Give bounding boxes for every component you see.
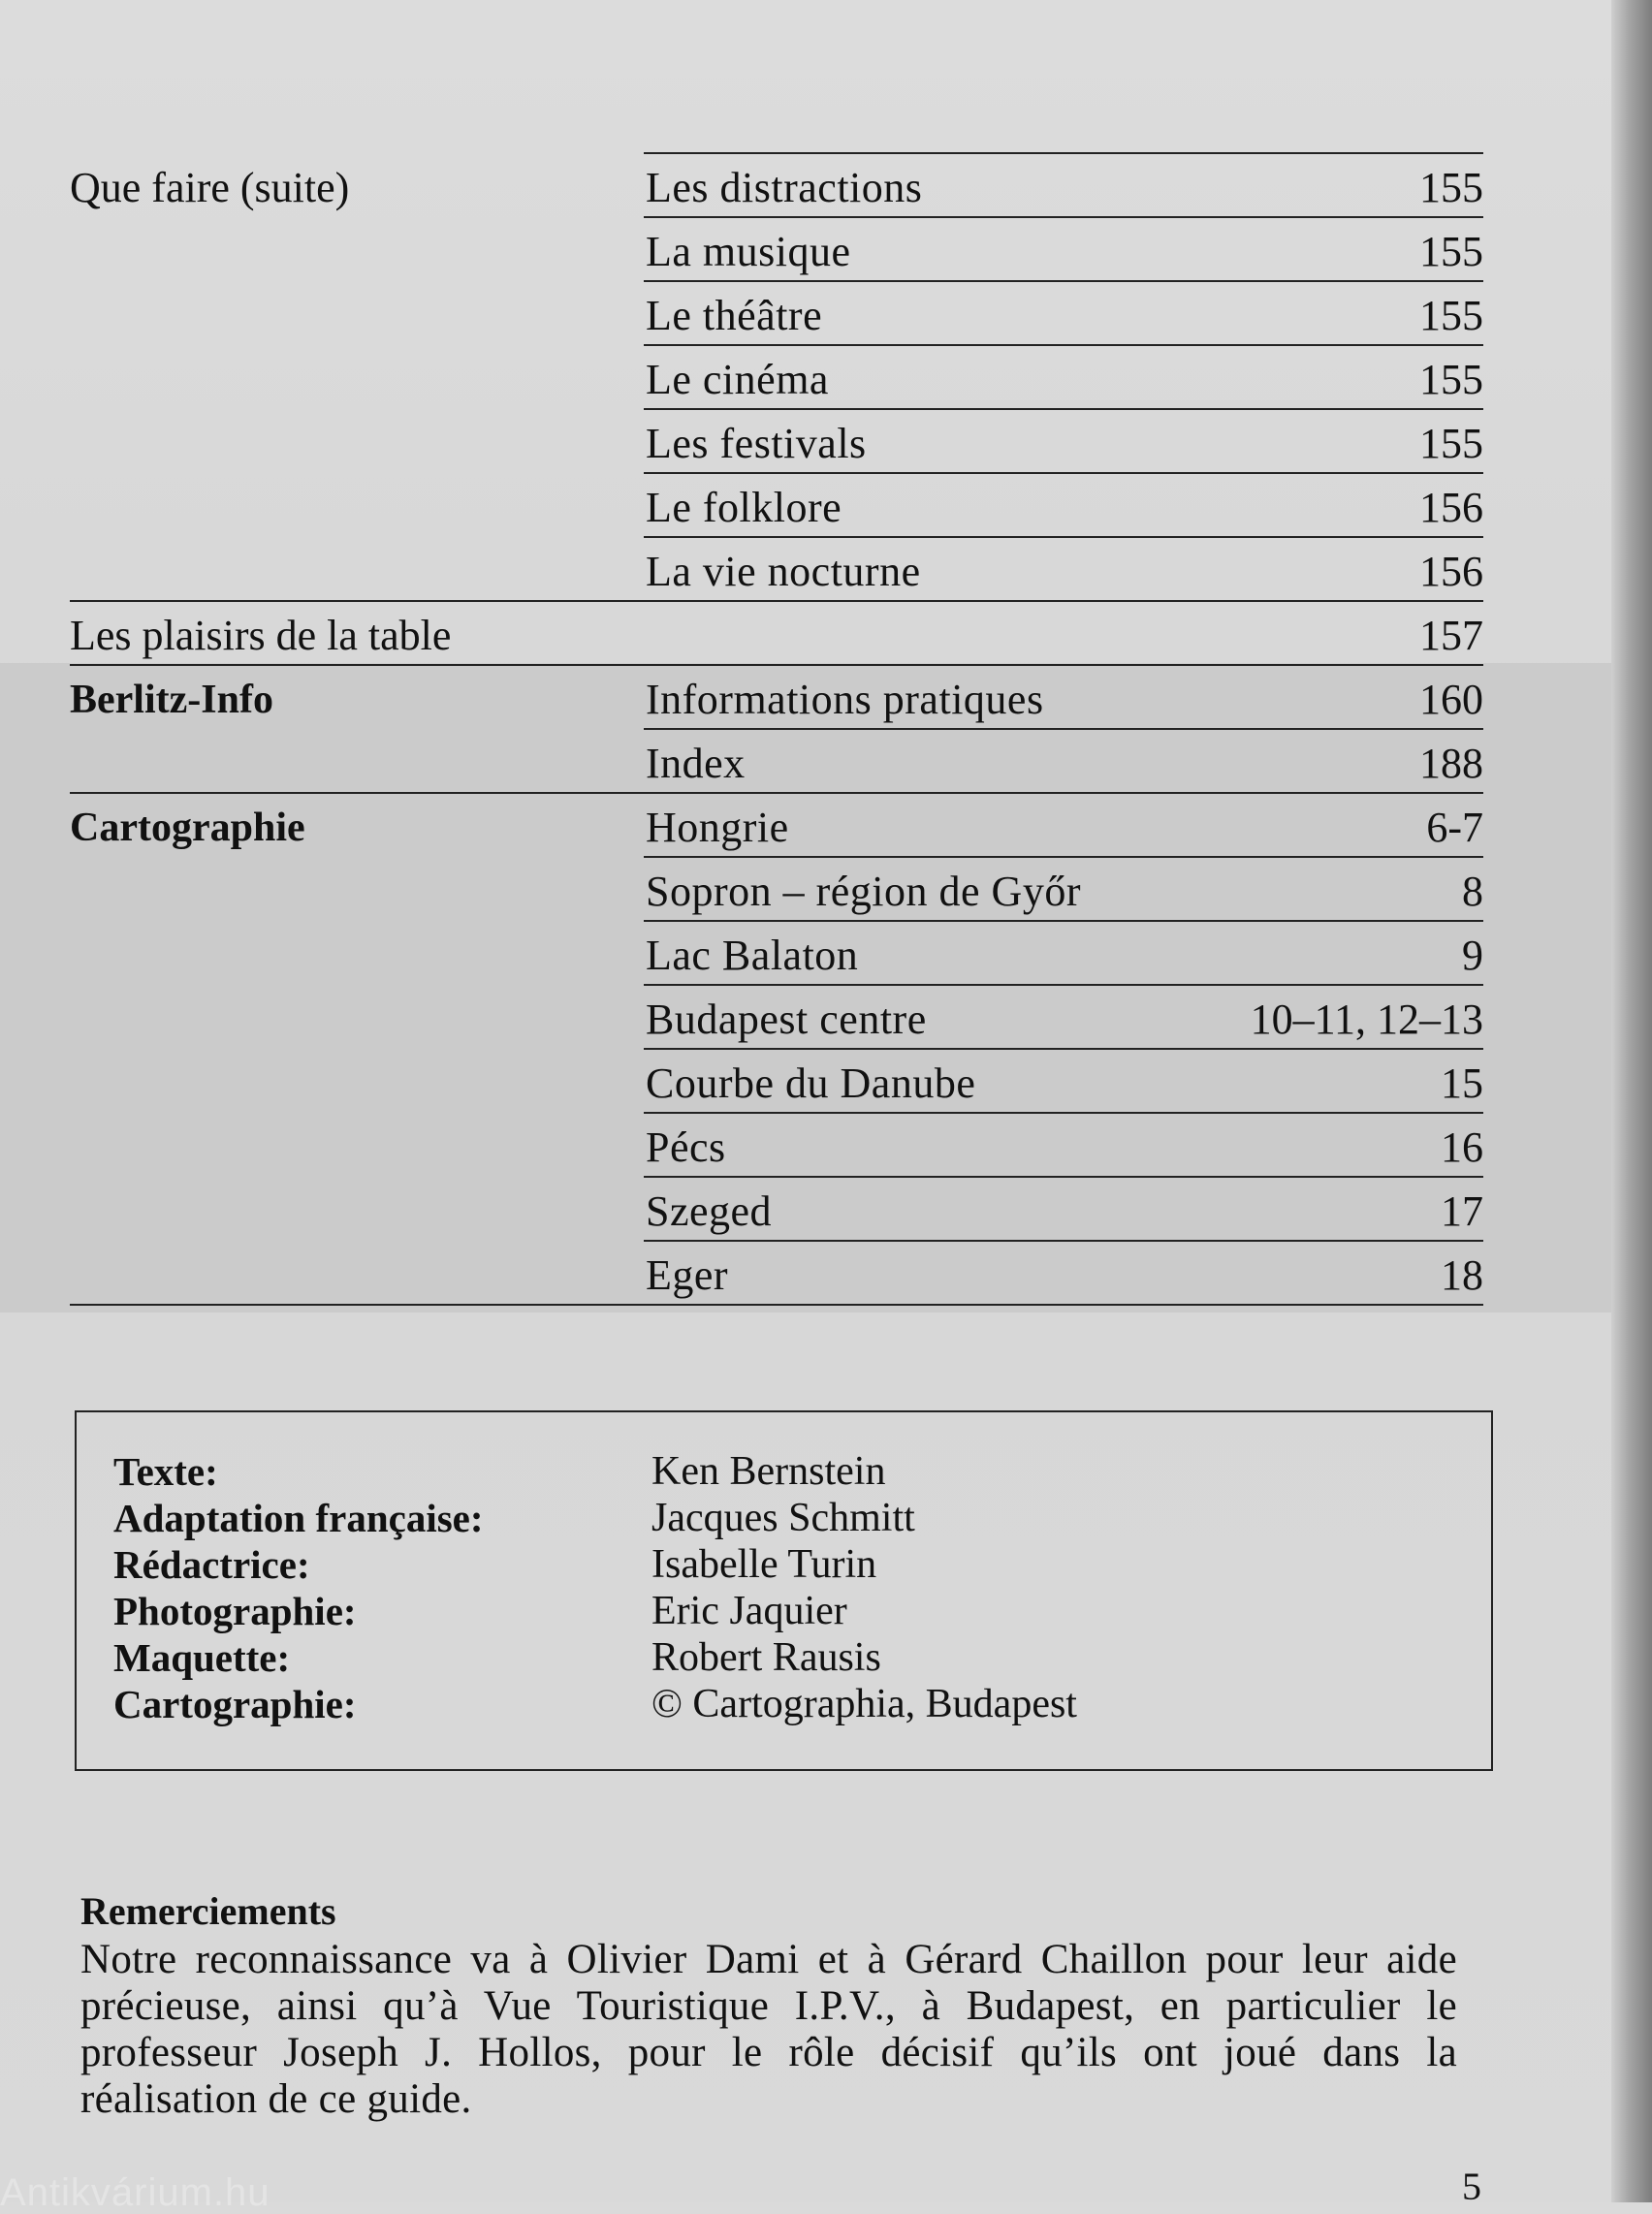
toc-divider — [70, 664, 1483, 666]
toc-section-label: Que faire (suite) — [70, 164, 350, 211]
toc-divider — [644, 1240, 1483, 1242]
watermark: Antikvárium.hu — [0, 2171, 270, 2214]
toc-entry-label: Eger — [646, 1251, 729, 1299]
toc-entry-label: Sopron – région de Győr — [646, 868, 1081, 915]
toc-row — [70, 536, 1483, 600]
toc-entry-label: Le cinéma — [646, 356, 829, 403]
credit-value: Isabelle Turin — [651, 1542, 877, 1587]
toc-page-number: 9 — [1462, 932, 1483, 979]
toc-page-number: 156 — [1419, 548, 1483, 595]
toc-page-number: 8 — [1462, 868, 1483, 915]
toc-entry-label: Szeged — [646, 1187, 773, 1235]
toc-row — [70, 792, 1483, 856]
toc-row — [70, 856, 1483, 920]
toc-entry-label: Index — [646, 740, 746, 787]
credit-label: Maquette: — [113, 1635, 291, 1680]
toc-divider — [644, 344, 1483, 346]
credit-value: Robert Rausis — [651, 1635, 881, 1680]
toc-divider — [644, 920, 1483, 922]
toc-entry-label: Les distractions — [646, 164, 923, 211]
toc-divider — [644, 728, 1483, 730]
toc-entry-label: Courbe du Danube — [646, 1060, 976, 1107]
credit-label: Adaptation française: — [113, 1496, 484, 1540]
toc-row — [70, 216, 1483, 280]
toc-row — [70, 152, 1483, 216]
toc-row — [70, 344, 1483, 408]
toc-entry-label: Le théâtre — [646, 292, 823, 339]
toc-entry-label: Les festivals — [646, 420, 867, 467]
toc-page-number: 18 — [1441, 1251, 1483, 1299]
toc-row — [70, 920, 1483, 984]
toc-page-number: 188 — [1419, 740, 1483, 787]
toc-divider — [644, 280, 1483, 282]
credit-row — [77, 1682, 1491, 1726]
toc-divider — [644, 472, 1483, 474]
toc-page-number: 155 — [1419, 228, 1483, 275]
toc-entry-label: Budapest centre — [646, 996, 927, 1043]
credit-label: Cartographie: — [113, 1682, 357, 1726]
toc-row — [70, 984, 1483, 1048]
toc-divider — [644, 1112, 1483, 1114]
toc-divider — [644, 216, 1483, 218]
credit-row — [77, 1542, 1491, 1587]
toc-divider — [644, 984, 1483, 986]
credit-value: Jacques Schmitt — [651, 1496, 915, 1540]
credit-value: Ken Bernstein — [651, 1449, 886, 1494]
credit-label: Photographie: — [113, 1589, 357, 1633]
ack-title: Remerciements — [80, 1889, 336, 1933]
ack-text: Notre reconnaissance va à Olivier Dami et à Gérard Chaillon pour leur aide précieuse, ainsi qu’à Vue Touristique I.P.V., à Budapest, en particulier le professeur Joseph J. Hollos, pour le rôle décisif qu’ils ont joué dans la réalisation de ce guide. — [80, 1937, 1457, 2122]
toc-row — [70, 728, 1483, 792]
toc-entry-label: La vie nocturne — [646, 548, 921, 595]
toc-page-number: 17 — [1441, 1187, 1483, 1235]
toc-divider — [644, 152, 1483, 154]
toc-page-number: 155 — [1419, 292, 1483, 339]
toc-section-label: Cartographie — [70, 806, 305, 850]
toc-divider — [644, 408, 1483, 410]
toc-bottom-rule — [70, 1304, 1483, 1306]
credit-value: Eric Jaquier — [651, 1589, 847, 1633]
acknowledgements — [80, 1890, 1457, 2123]
toc-row — [70, 664, 1483, 728]
toc-entry-label: Le folklore — [646, 484, 842, 531]
credit-row — [77, 1589, 1491, 1633]
toc-row — [70, 600, 1483, 664]
toc-page-number: 155 — [1419, 356, 1483, 403]
credit-row — [77, 1496, 1491, 1540]
toc-page-number: 15 — [1441, 1060, 1483, 1107]
toc-divider — [644, 536, 1483, 538]
toc-page-number: 16 — [1441, 1123, 1483, 1171]
toc-section-label: Les plaisirs de la table — [70, 612, 452, 659]
book-spine — [1611, 0, 1652, 2202]
toc-row — [70, 472, 1483, 536]
toc-page-number: 10–11, 12–13 — [1250, 996, 1483, 1043]
toc-row — [70, 280, 1483, 344]
toc-page-number: 156 — [1419, 484, 1483, 531]
toc-divider — [644, 1176, 1483, 1178]
toc-section-label: Berlitz-Info — [70, 678, 273, 722]
page-number: 5 — [1462, 2165, 1481, 2208]
toc-divider — [70, 792, 1483, 794]
toc-entry-label: Hongrie — [646, 804, 789, 851]
toc-page-number: 155 — [1419, 420, 1483, 467]
toc-page-number: 155 — [1419, 164, 1483, 211]
credit-label: Texte: — [113, 1449, 218, 1494]
toc-page-number: 160 — [1419, 676, 1483, 723]
credits-box — [75, 1410, 1493, 1771]
toc-entry-label: Lac Balaton — [646, 932, 859, 979]
toc-page-number: 157 — [1419, 612, 1483, 659]
toc-row — [70, 1048, 1483, 1112]
credit-value: © Cartographia, Budapest — [651, 1682, 1077, 1726]
toc-divider — [70, 600, 1483, 602]
table-of-contents — [70, 152, 1483, 1304]
toc-row — [70, 1112, 1483, 1176]
toc-divider — [644, 856, 1483, 858]
credit-label: Rédactrice: — [113, 1542, 310, 1587]
credit-row — [77, 1635, 1491, 1680]
toc-divider — [644, 1048, 1483, 1050]
toc-entry-label: Pécs — [646, 1123, 726, 1171]
toc-row — [70, 408, 1483, 472]
toc-entry-label: Informations pratiques — [646, 676, 1044, 723]
credit-row — [77, 1449, 1491, 1494]
toc-row — [70, 1240, 1483, 1304]
toc-page-number: 6-7 — [1426, 804, 1483, 851]
toc-row — [70, 1176, 1483, 1240]
toc-entry-label: La musique — [646, 228, 851, 275]
